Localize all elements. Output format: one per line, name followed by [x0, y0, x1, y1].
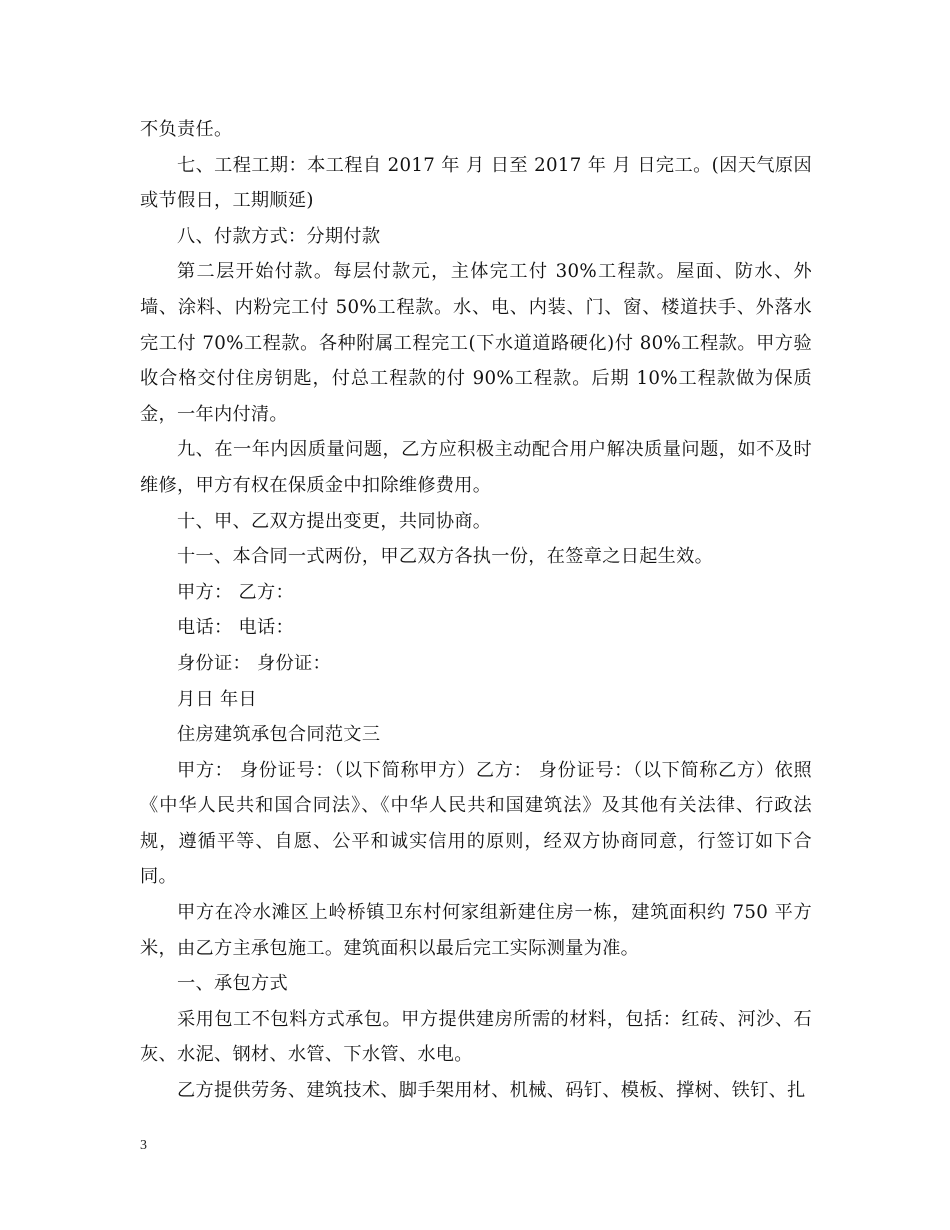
- paragraph-4: 第二层开始付款。每层付款元，主体完工付 30%工程款。屋面、防水、外墙、涂料、内粉完工付 50%工程款。水、电、内装、门、窗、楼道扶手、外落水完工付 70%工程款。各种附属工程完工(下水道道路硬化)付 80%工程款。甲方验收合格交付住房钥匙，付总工程款的付 90%工程款。后期 10%工程款做为保质金，一年内付清。: [140, 261, 812, 425]
- paragraph-7: 十一、本合同一式两份，甲乙双方各执一份，在签章之日起生效。: [177, 546, 714, 568]
- page-number: 3: [140, 1138, 147, 1153]
- paragraph-15: 一、承包方式: [177, 973, 288, 995]
- paragraph-6: 十、甲、乙双方提出变更，共同协商。: [177, 510, 492, 532]
- section-title: 住房建筑承包合同范文三: [177, 724, 381, 746]
- paragraph-2: 七、工程工期：本工程自 2017 年 月 日至 2017 年 月 日完工。(因天气原因或节假日，工期顺延): [140, 154, 812, 212]
- paragraph-10: 身份证： 身份证：: [177, 652, 331, 674]
- document-page: [140, 112, 812, 1109]
- paragraph-16: 采用包工不包料方式承包。甲方提供建房所需的材料，包括：红砖、河沙、石灰、水泥、钢材、水管、下水管、水电。: [140, 1008, 812, 1066]
- paragraph-11: 月日 年日: [177, 688, 258, 710]
- paragraph-17: 乙方提供劳务、建筑技术、脚手架用材、机械、码钉、模板、撑树、铁钉、扎: [177, 1080, 806, 1102]
- paragraph-13: 甲方： 身份证号：（以下简称甲方）乙方： 身份证号：（以下简称乙方）依照《中华人民共和国合同法》、《中华人民共和国建筑法》及其他有关法律、行政法规，遵循平等、自愿、公平和诚实信用的原则，经双方协商同意，行签订如下合同。: [140, 759, 812, 888]
- paragraph-5: 九、在一年内因质量问题，乙方应积极主动配合用户解决质量问题，如不及时维修，甲方有权在保质金中扣除维修费用。: [140, 439, 812, 496]
- paragraph-3: 八、付款方式：分期付款: [177, 225, 381, 247]
- paragraph-8: 甲方： 乙方：: [177, 581, 295, 603]
- paragraph-9: 电话： 电话：: [177, 617, 295, 639]
- paragraph-1: 不负责任。: [140, 119, 233, 140]
- paragraph-14: 甲方在冷水滩区上岭桥镇卫东村何家组新建住房一栋，建筑面积约 750 平方米，由乙方主承包施工。建筑面积以最后完工实际测量为准。: [140, 902, 812, 959]
